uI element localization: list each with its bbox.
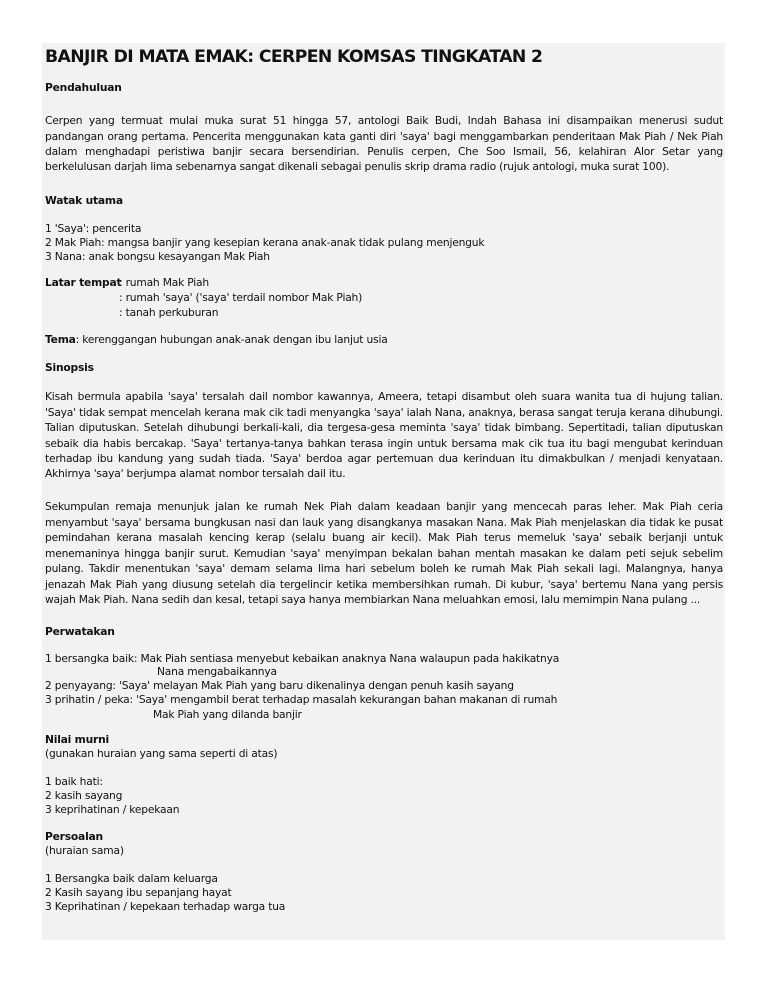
- list-item: 3 Nana: anak bongsu kesayangan Mak Piah: [45, 250, 270, 263]
- section-heading-persoalan: Persoalan: [45, 830, 103, 843]
- sinopsis-line: menemaninya hingga banjir surut. Kemudian 'saya' menyimpan bekalan bahan mentah masakan ke dalam peti sejuk sebelim: [45, 547, 723, 560]
- sinopsis-line: Sekumpulan remaja menunjuk jalan ke rumah Nek Piah dalam keadaan banjir yang mencecah paras leher. Mak Piah ceria: [45, 500, 723, 513]
- sinopsis-line: menyambut 'saya' bersama bungkusan nasi dan lauk yang disangkanya masakan Nana. Mak Piah menjelaskan dia tidak ke pusat: [45, 516, 723, 529]
- sinopsis-line: sebaik dia habis bercakap. 'Saya' tertanya-tanya bahkan terasa ingin untuk bersama mak cik tua itu bagi mengubat kerinduan: [45, 437, 723, 450]
- sinopsis-line: Kisah bermula apabila 'saya' tersalah dail nombor kawannya, Ameera, tetapi disambut oleh suara wanita tua di hujung talian.: [45, 390, 723, 403]
- sinopsis-line: 'Saya' tidak sempat mencelah kerana mak cik tadi menyangka 'saya' ialah Nana, anaknya, berasa sangat teruja kerana dihubungi.: [45, 406, 723, 419]
- list-item-continuation: Nana mengabaikannya: [157, 665, 277, 678]
- tema-text: : kerenggangan hubungan anak-anak dengan ibu lanjut usia: [75, 333, 388, 346]
- list-item: 3 Keprihatinan / kepekaan terhadap warga tua: [45, 900, 286, 913]
- section-heading-nilai: Nilai murni: [45, 733, 109, 746]
- list-item-continuation: Mak Piah yang dilanda banjir: [153, 708, 302, 721]
- list-item: 1 baik hati:: [45, 775, 103, 788]
- document-title: BANJIR DI MATA EMAK: CERPEN KOMSAS TINGKATAN 2: [45, 47, 543, 67]
- pendahuluan-line: berkelulusan darjah lima sebenarnya sangat dikenali sebagai penulis skrip drama radio (rujuk antologi, muka surat 100).: [45, 160, 670, 173]
- sinopsis-line: terhadap ibu kandung yang sudah tiada. 'Saya' berdoa agar pertemuan dua kerinduan itu dimakbulkan / menjadi kenyataan.: [45, 452, 723, 465]
- sinopsis-line: jenazah Mak Piah yang diusung setelah dia tergelincir ketika membersihkan rumah. Di kubur, 'saya' bertemu Nana yang persis: [45, 578, 723, 591]
- pendahuluan-line: pandangan orang pertama. Pencerita menggunakan kata ganti diri 'saya' bagi menggambarkan penderitaan Mak Piah / Nek Piah: [45, 130, 723, 143]
- section-heading-sinopsis: Sinopsis: [45, 361, 94, 374]
- sinopsis-line: Akhirnya 'saya' berjumpa alamat nombor tersalah dail itu.: [45, 467, 346, 480]
- list-item: 1 'Saya': pencerita: [45, 222, 142, 235]
- list-item: 1 bersangka baik: Mak Piah sentiasa menyebut kebaikan anaknya Nana walaupun pada hakikatnya: [45, 652, 560, 665]
- list-item: 1 Bersangka baik dalam keluarga: [45, 872, 218, 885]
- list-item: 3 keprihatinan / kepekaan: [45, 803, 180, 816]
- sinopsis-line: Talian diputuskan. Setelah dihubungi berkali-kali, dia tergesa-gesa meminta 'saya' tidak bimbang. Sepertitadi, talian diputuskan: [45, 421, 723, 434]
- list-item: 3 prihatin / peka: 'Saya' mengambil berat terhadap masalah kekurangan bahan makanan di rumah: [45, 693, 558, 706]
- list-item: 2 kasih sayang: [45, 789, 123, 802]
- list-item: 2 penyayang: 'Saya' melayan Mak Piah yang baru dikenalinya dengan penuh kasih sayang: [45, 679, 514, 692]
- sinopsis-line: pulang. Takdir menentukan 'saya' demam selama lima hari sebelum boleh ke rumah Mak Piah sekali lagi. Malangnya, hanya: [45, 562, 723, 575]
- list-item: 2 Kasih sayang ibu sepanjang hayat: [45, 886, 232, 899]
- pendahuluan-line: dalam menghadapi peristiwa banjir secara bersendirian. Penulis cerpen, Che Soo Ismail, 56, kelahiran Alor Setar yang: [45, 145, 723, 158]
- pendahuluan-line: Cerpen yang termuat mulai muka surat 51 hingga 57, antologi Baik Budi, Indah Bahasa ini disampaikan menerusi sudut: [45, 114, 723, 127]
- sinopsis-line: wajah Mak Piah. Nana sedih dan kesal, tetapi saya hanya membiarkan Nana meluahkan emosi, lalu memimpin Nana pulang ...: [45, 593, 701, 606]
- tema-label: Tema: [45, 333, 76, 346]
- nilai-note: (gunakan huraian yang sama seperti di atas): [45, 747, 278, 760]
- section-heading-pendahuluan: Pendahuluan: [45, 81, 122, 94]
- list-item: : tanah perkuburan: [119, 306, 219, 319]
- list-item: : rumah 'saya' ('saya' terdail nombor Mak Piah): [119, 291, 363, 304]
- section-heading-watak: Watak utama: [45, 194, 123, 207]
- sinopsis-line: pemindahan kerana masalah kencing kerap (selalu buang air kecil). Mak Piah terus memeluk 'saya' sebaik berjanji untuk: [45, 531, 723, 544]
- latar-label: Latar tempat: [45, 276, 122, 289]
- section-heading-perwatakan: Perwatakan: [45, 625, 115, 638]
- list-item: 2 Mak Piah: mangsa banjir yang kesepian kerana anak-anak tidak pulang menjenguk: [45, 236, 485, 249]
- persoalan-note: (huraian sama): [45, 844, 124, 857]
- tema-line: [45, 332, 388, 347]
- list-item: : rumah Mak Piah: [119, 276, 209, 289]
